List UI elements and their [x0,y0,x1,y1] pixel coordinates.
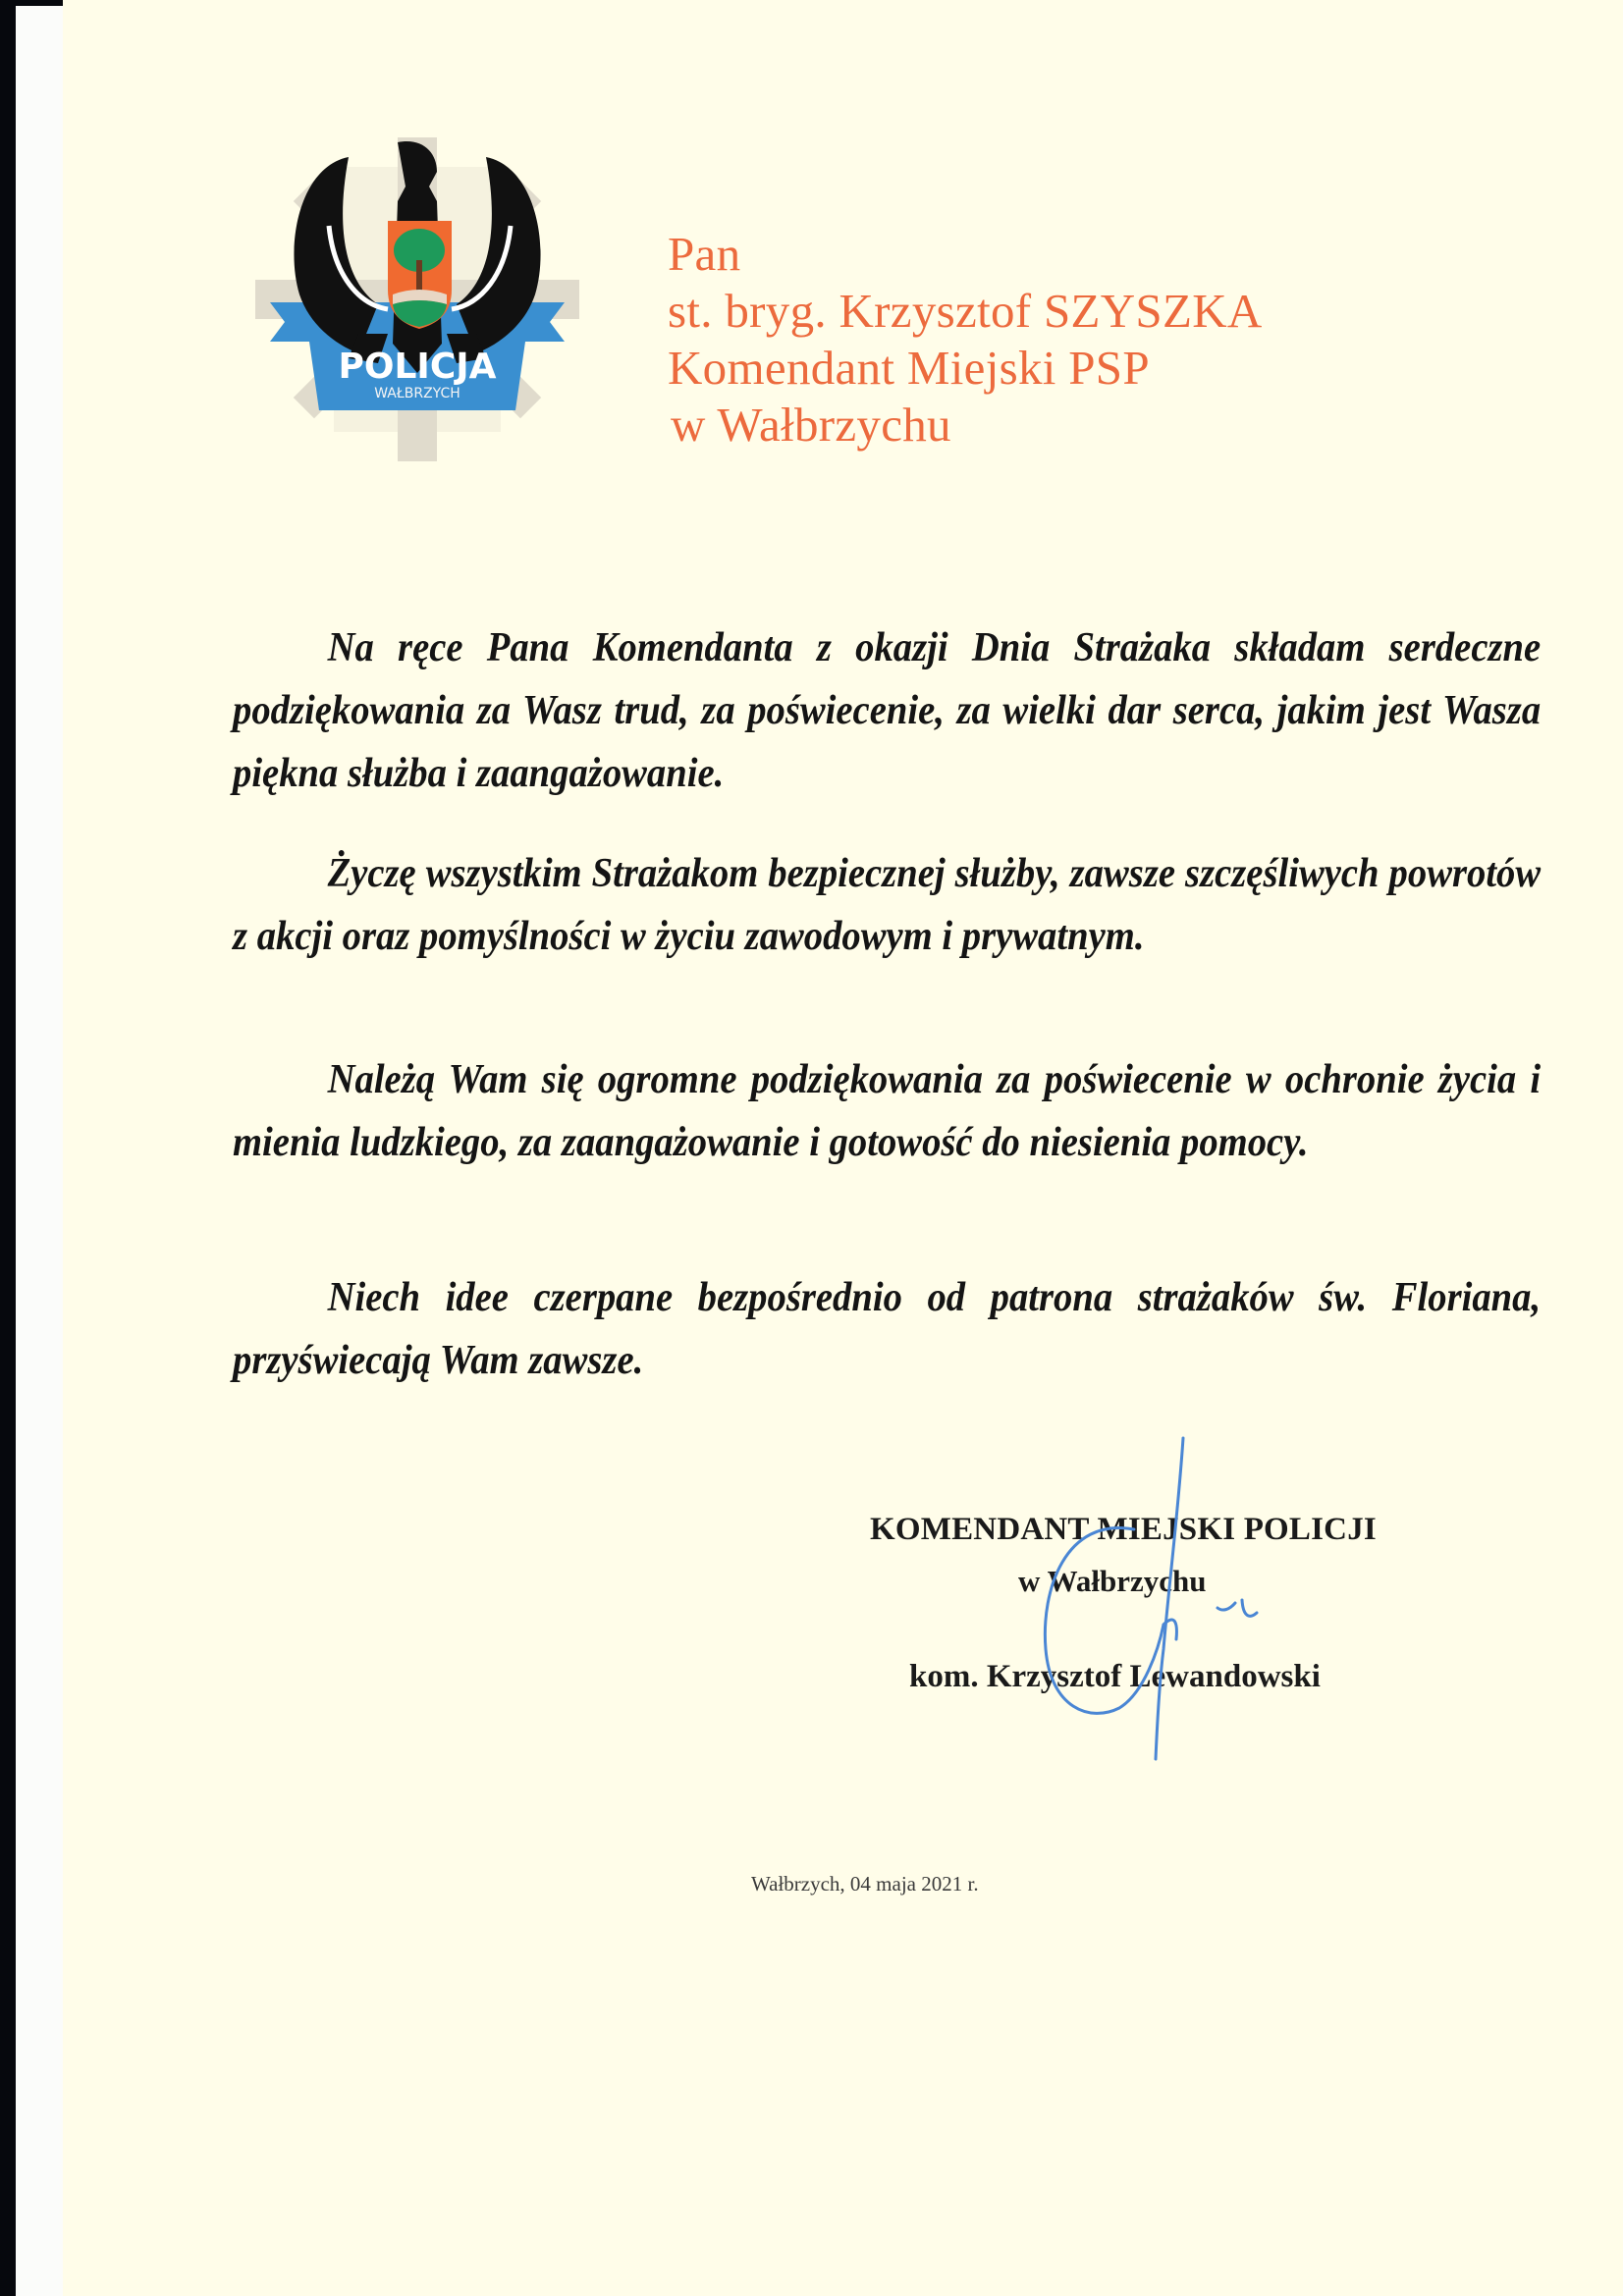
paragraph-text: Niech idee czerpane bezpośrednio od patrona strażaków św. Floriana, przyświecają Wam zawsze. [233,1275,1542,1383]
signatory-name: kom. Krzysztof Lewandowski [909,1659,1321,1694]
addressee-name: st. bryg. Krzysztof SZYSZKA [668,284,1263,338]
addressee-city: w Wałbrzychu [671,398,951,452]
police-emblem-icon [241,128,594,471]
letter-paragraph [233,842,1541,968]
addressee-position: Komendant Miejski PSP [668,341,1150,395]
handwritten-signature-icon [864,1423,1502,1777]
signatory-city: w Wałbrzychu [1018,1564,1207,1598]
scan-margin-strip [16,6,63,2296]
addressee-block [668,226,1263,454]
scan-border-left [0,0,16,2296]
letter-paragraph [233,1048,1541,1174]
letter-paragraph [233,1266,1541,1392]
paragraph-text: Na ręce Pana Komendanta z okazji Dnia Strażaka składam serdeczne podziękowania za Wasz trud, za poświecenie, za wielki dar serca, jakim jest Wasza piękna służba i zaangażowanie. [233,625,1542,796]
svg-text:WAŁBRZYCH: WAŁBRZYCH [374,386,460,401]
paragraph-text: Życzę wszystkim Strażakom bezpiecznej służby, zawsze szczęśliwych powrotów z akcji oraz pomyślności w życiu zawodowym i prywatnym. [233,851,1542,959]
date-line: Wałbrzych, 04 maja 2021 r. [751,1872,979,1896]
svg-text:POLICJA: POLICJA [338,347,497,387]
addressee-salutation: Pan [668,227,741,281]
letter-paragraph [233,616,1541,805]
signatory-title: KOMENDANT MIEJSKI POLICJI [870,1512,1377,1547]
paragraph-text: Należą Wam się ogromne podziękowania za poświecenie w ochronie życia i mienia ludzkiego, za zaangażowanie i gotowość do niesienia pomocy. [233,1057,1542,1165]
